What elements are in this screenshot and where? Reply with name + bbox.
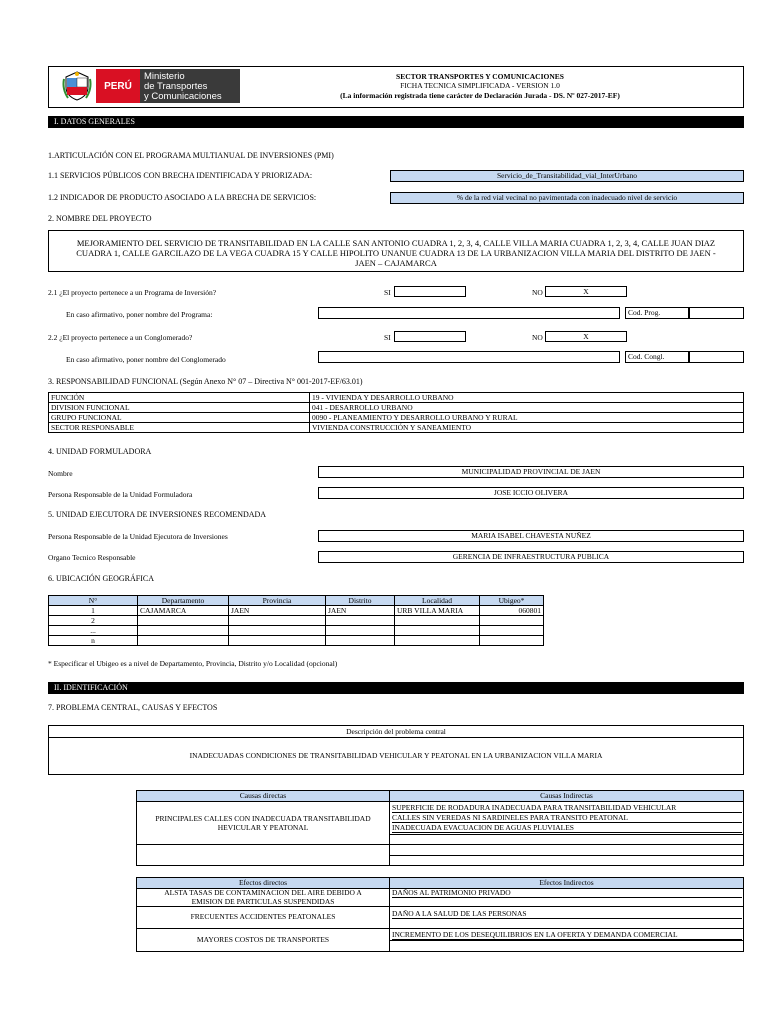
causas-directas-header: Causas directas: [137, 791, 390, 802]
s22-no-label: NO: [532, 333, 543, 342]
problem-value: INADECUADAS CONDICIONES DE TRANSITABILIDAD VEHICULAR Y PEATONAL EN LA URBANIZACION VILLA MARIA: [189, 751, 603, 760]
cod-congl-box: Cod. Congl.: [625, 351, 689, 363]
geo-header-prov: Provincia: [229, 596, 326, 606]
coat-of-arms-icon: [60, 69, 94, 103]
cod-prog-box: Cod. Prog.: [625, 307, 689, 319]
geo-header-ubigeo: Ubigeo*: [480, 596, 544, 606]
header-title-1: SECTOR TRANSPORTES Y COMUNICACIONES: [396, 72, 564, 81]
efecto-1-line-2: EMISION DE PARTICULAS SUSPENDIDAS: [191, 897, 335, 906]
s7-label: 7. PROBLEMA CENTRAL, CAUSAS Y EFECTOS: [48, 703, 218, 712]
causa-directa-line-1: PRINCIPALES CALLES CON INADECUADA TRANSITABILIDAD: [155, 814, 371, 823]
geo-cell: [229, 626, 326, 636]
s5-label: 5. UNIDAD EJECUTORA DE INVERSIONES RECOMENDADA: [48, 510, 267, 519]
func-row: [49, 403, 744, 413]
func-value: 041 - DESARROLLO URBANO: [310, 403, 744, 413]
causa-indirecta: SUPERFICIE DE RODADURA INADECUADA PARA TRANSITABILIDAD VEHICULAR: [392, 803, 742, 813]
project-name-line-3: JAEN – CAJAMARCA: [355, 258, 437, 268]
ministry-line-2: de Transportes: [144, 81, 208, 92]
func-key: GRUPO FUNCIONAL: [49, 413, 310, 423]
geo-cell: [138, 636, 229, 646]
s21-label: 2.1 ¿El proyecto pertenece a un Programa de Inversión?: [48, 288, 217, 297]
s11-label: 1.1 SERVICIOS PÚBLICOS CON BRECHA IDENTIFICADA Y PRIORIZADA:: [48, 171, 313, 180]
header-title-2: FICHA TECNICA SIMPLIFICADA - VERSION 1.0: [400, 81, 560, 90]
geo-row: [49, 606, 544, 616]
organo-label: Organo Tecnico Responsable: [48, 553, 136, 562]
efectos-indirectos-header: Efectos Indirectos: [390, 878, 743, 889]
cod-congl-input[interactable]: [689, 351, 744, 363]
causa-indirecta: CALLES SIN VEREDAS NI SARDINELES PARA TRANSITO PEATONAL: [392, 813, 742, 823]
geo-cell: JAEN: [326, 606, 395, 616]
efectos-directos-header: Efectos directos: [137, 878, 390, 889]
geo-cell: URB VILLA MARIA: [395, 606, 480, 616]
nombre-value: MUNICIPALIDAD PROVINCIAL DE JAEN: [318, 466, 744, 478]
causas-indirectas-header: Causas Indirectas: [390, 791, 743, 802]
geo-note: * Especificar el Ubigeo es a nivel de Departamento, Provincia, Distrito y/o Localidad (opcional): [48, 659, 338, 668]
geo-header-loc: Localidad: [395, 596, 480, 606]
geo-cell: 2: [49, 616, 138, 626]
geo-cell: [326, 616, 395, 626]
ministry-name-block: [140, 69, 240, 103]
efecto-2: FRECUENTES ACCIDENTES PEATONALES: [190, 912, 336, 921]
geo-cell: [229, 616, 326, 626]
geo-row: [49, 616, 544, 626]
nombre-label: Nombre: [48, 469, 73, 478]
s22-no-box[interactable]: X: [545, 331, 627, 342]
geo-cell: [395, 626, 480, 636]
func-key: FUNCIÓN: [49, 393, 310, 403]
func-row: [49, 423, 744, 433]
organo-value: GERENCIA DE INFRAESTRUCTURA PUBLICA: [318, 551, 744, 563]
func-key: DIVISION FUNCIONAL: [49, 403, 310, 413]
causa-indirecta: INADECUADA EVACUACION DE AGUAS PLUVIALES: [392, 823, 742, 833]
geo-cell: JAEN: [229, 606, 326, 616]
s12-label: 1.2 INDICADOR DE PRODUCTO ASOCIADO A LA BRECHA DE SERVICIOS:: [48, 193, 317, 202]
s22-si-box[interactable]: [394, 331, 466, 342]
s11-value: Servicio_de_Transitabilidad_vial_InterUrbano: [390, 170, 744, 182]
header-title-3: (La información registrada tiene carácter de Declaración Jurada - DS. Nº 027-2017-EF): [340, 91, 620, 100]
efecto-2-indirecto: DAÑO A LA SALUD DE LAS PERSONAS: [392, 909, 742, 919]
efecto-3-indirecto: INCREMENTO DE LOS DESEQUILIBRIOS EN LA OFERTA Y DEMANDA COMERCIAL: [392, 930, 742, 940]
s21-no-box[interactable]: X: [545, 286, 627, 297]
s2-label: 2. NOMBRE DEL PROYECTO: [48, 214, 152, 223]
s21-si-label: SI: [384, 288, 391, 297]
geo-cell: CAJAMARCA: [138, 606, 229, 616]
causa-indirecta-empty-row: [390, 855, 743, 856]
s3-label: 3. RESPONSABILIDAD FUNCIONAL (Según Anexo N° 07 – Directiva N° 001-2017-EF/63.01): [48, 377, 363, 386]
resp-uf-value: JOSE ICCIO OLIVERA: [318, 487, 744, 499]
geo-cell: n: [49, 636, 138, 646]
ministry-line-3: y Comunicaciones: [144, 91, 222, 102]
geo-row: [49, 636, 544, 646]
ministry-line-1: Ministerio: [144, 71, 185, 82]
geo-row: [49, 626, 544, 636]
geo-cell: [138, 626, 229, 636]
s4-label: 4. UNIDAD FORMULADORA: [48, 447, 152, 456]
geo-cell: [395, 636, 480, 646]
geo-cell: 1: [49, 606, 138, 616]
geo-header-n: N°: [49, 596, 138, 606]
s21-si-box[interactable]: [394, 286, 466, 297]
geo-header-row: [49, 596, 544, 606]
causa-directa-line-2: HEVICULAR Y PEATONAL: [217, 823, 309, 832]
pmi-heading: 1.ARTICULACIÓN CON EL PROGRAMA MULTIANUAL DE INVERSIONES (PMI): [48, 151, 334, 160]
func-row: [49, 393, 744, 403]
causas-divider-v: [389, 791, 390, 865]
func-value: 0090 - PLANEAMIENTO Y DESARROLLO URBANO Y RURAL: [310, 413, 744, 423]
efecto-3: MAYORES COSTOS DE TRANSPORTES: [196, 935, 330, 944]
geo-cell: [480, 616, 544, 626]
project-name-line-2: CUADRA 1, CALLE GARCILAZO DE LA VEGA CUADRA 15 Y CALLE HIPOLITO UNANUE CUADRA 13 DE LA URBANIZACION VILLA MARIA DEL DISTRITO DE JAEN -: [76, 248, 716, 258]
problem-header: Descripción del problema central: [48, 727, 744, 738]
func-key: SECTOR RESPONSABLE: [49, 423, 310, 433]
geo-table: [48, 595, 544, 646]
geo-cell: [326, 636, 395, 646]
geo-cell: [480, 636, 544, 646]
geo-header-dep: Departamento: [138, 596, 229, 606]
section-2-bar: II. IDENTIFICACIÓN: [48, 682, 744, 694]
func-value: VIVIENDA CONSTRUCCIÓN Y SANEAMIENTO: [310, 423, 744, 433]
geo-cell: [326, 626, 395, 636]
efecto-row-divider: [137, 906, 743, 907]
func-table: [48, 392, 744, 433]
geo-cell: [229, 636, 326, 646]
geo-cell: [480, 626, 544, 636]
peru-logo-block: PERÚ: [96, 69, 140, 103]
efecto-1-indirecto: DAÑOS AL PATRIMONIO PRIVADO: [392, 888, 742, 898]
conglomerado-name-input[interactable]: [318, 351, 620, 363]
section-1-bar: I. DATOS GENERALES: [48, 116, 744, 128]
geo-cell: [395, 616, 480, 626]
s22-si-label: SI: [384, 333, 391, 342]
resp-uf-label: Persona Responsable de la Unidad Formuladora: [48, 490, 193, 499]
resp-ue-value: MARIA ISABEL CHAVESTA NUÑEZ: [318, 530, 744, 542]
s22-label: 2.2 ¿El proyecto pertenece a un Conglomerado?: [48, 333, 193, 342]
func-row: [49, 413, 744, 423]
s21-no-label: NO: [532, 288, 543, 297]
s6-label: 6. UBICACIÓN GEOGRÁFICA: [48, 574, 155, 583]
geo-cell: ...: [49, 626, 138, 636]
s22-sub-label: En caso afirmativo, poner nombre del Conglomerado: [66, 355, 226, 364]
causa-indirecta-empty-row: [390, 834, 743, 835]
project-name-line-1: MEJORAMIENTO DEL SERVICIO DE TRANSITABILIDAD EN LA CALLE SAN ANTONIO CUADRA 1, 2, 3, 4, CALLE VILLA MARIA CUADRA 1, 2, 3, 4, CALLE JUAN DIAZ: [76, 238, 716, 248]
efecto-indirecto-empty-row: [390, 940, 743, 941]
efecto-1-line-1: ALSTA TASAS DE CONTAMINACION DEL AIRE DEBIDO A: [164, 888, 362, 897]
resp-ue-label: Persona Responsable de la Unidad Ejecutora de Inversiones: [48, 532, 228, 541]
geo-header-dist: Distrito: [326, 596, 395, 606]
func-value: 19 - VIVIENDA Y DESARROLLO URBANO: [310, 393, 744, 403]
program-name-input[interactable]: [318, 307, 620, 319]
ministry-logo: [60, 68, 240, 104]
s12-value: % de la red vial vecinal no pavimentada con inadecuado nivel de servicio: [390, 192, 744, 204]
geo-cell: 060801: [480, 606, 544, 616]
causas-divider-h: [137, 844, 743, 845]
cod-prog-input[interactable]: [689, 307, 744, 319]
geo-cell: [138, 616, 229, 626]
s21-sub-label: En caso afirmativo, poner nombre del Programa:: [66, 310, 213, 319]
efecto-row-divider: [137, 928, 743, 929]
